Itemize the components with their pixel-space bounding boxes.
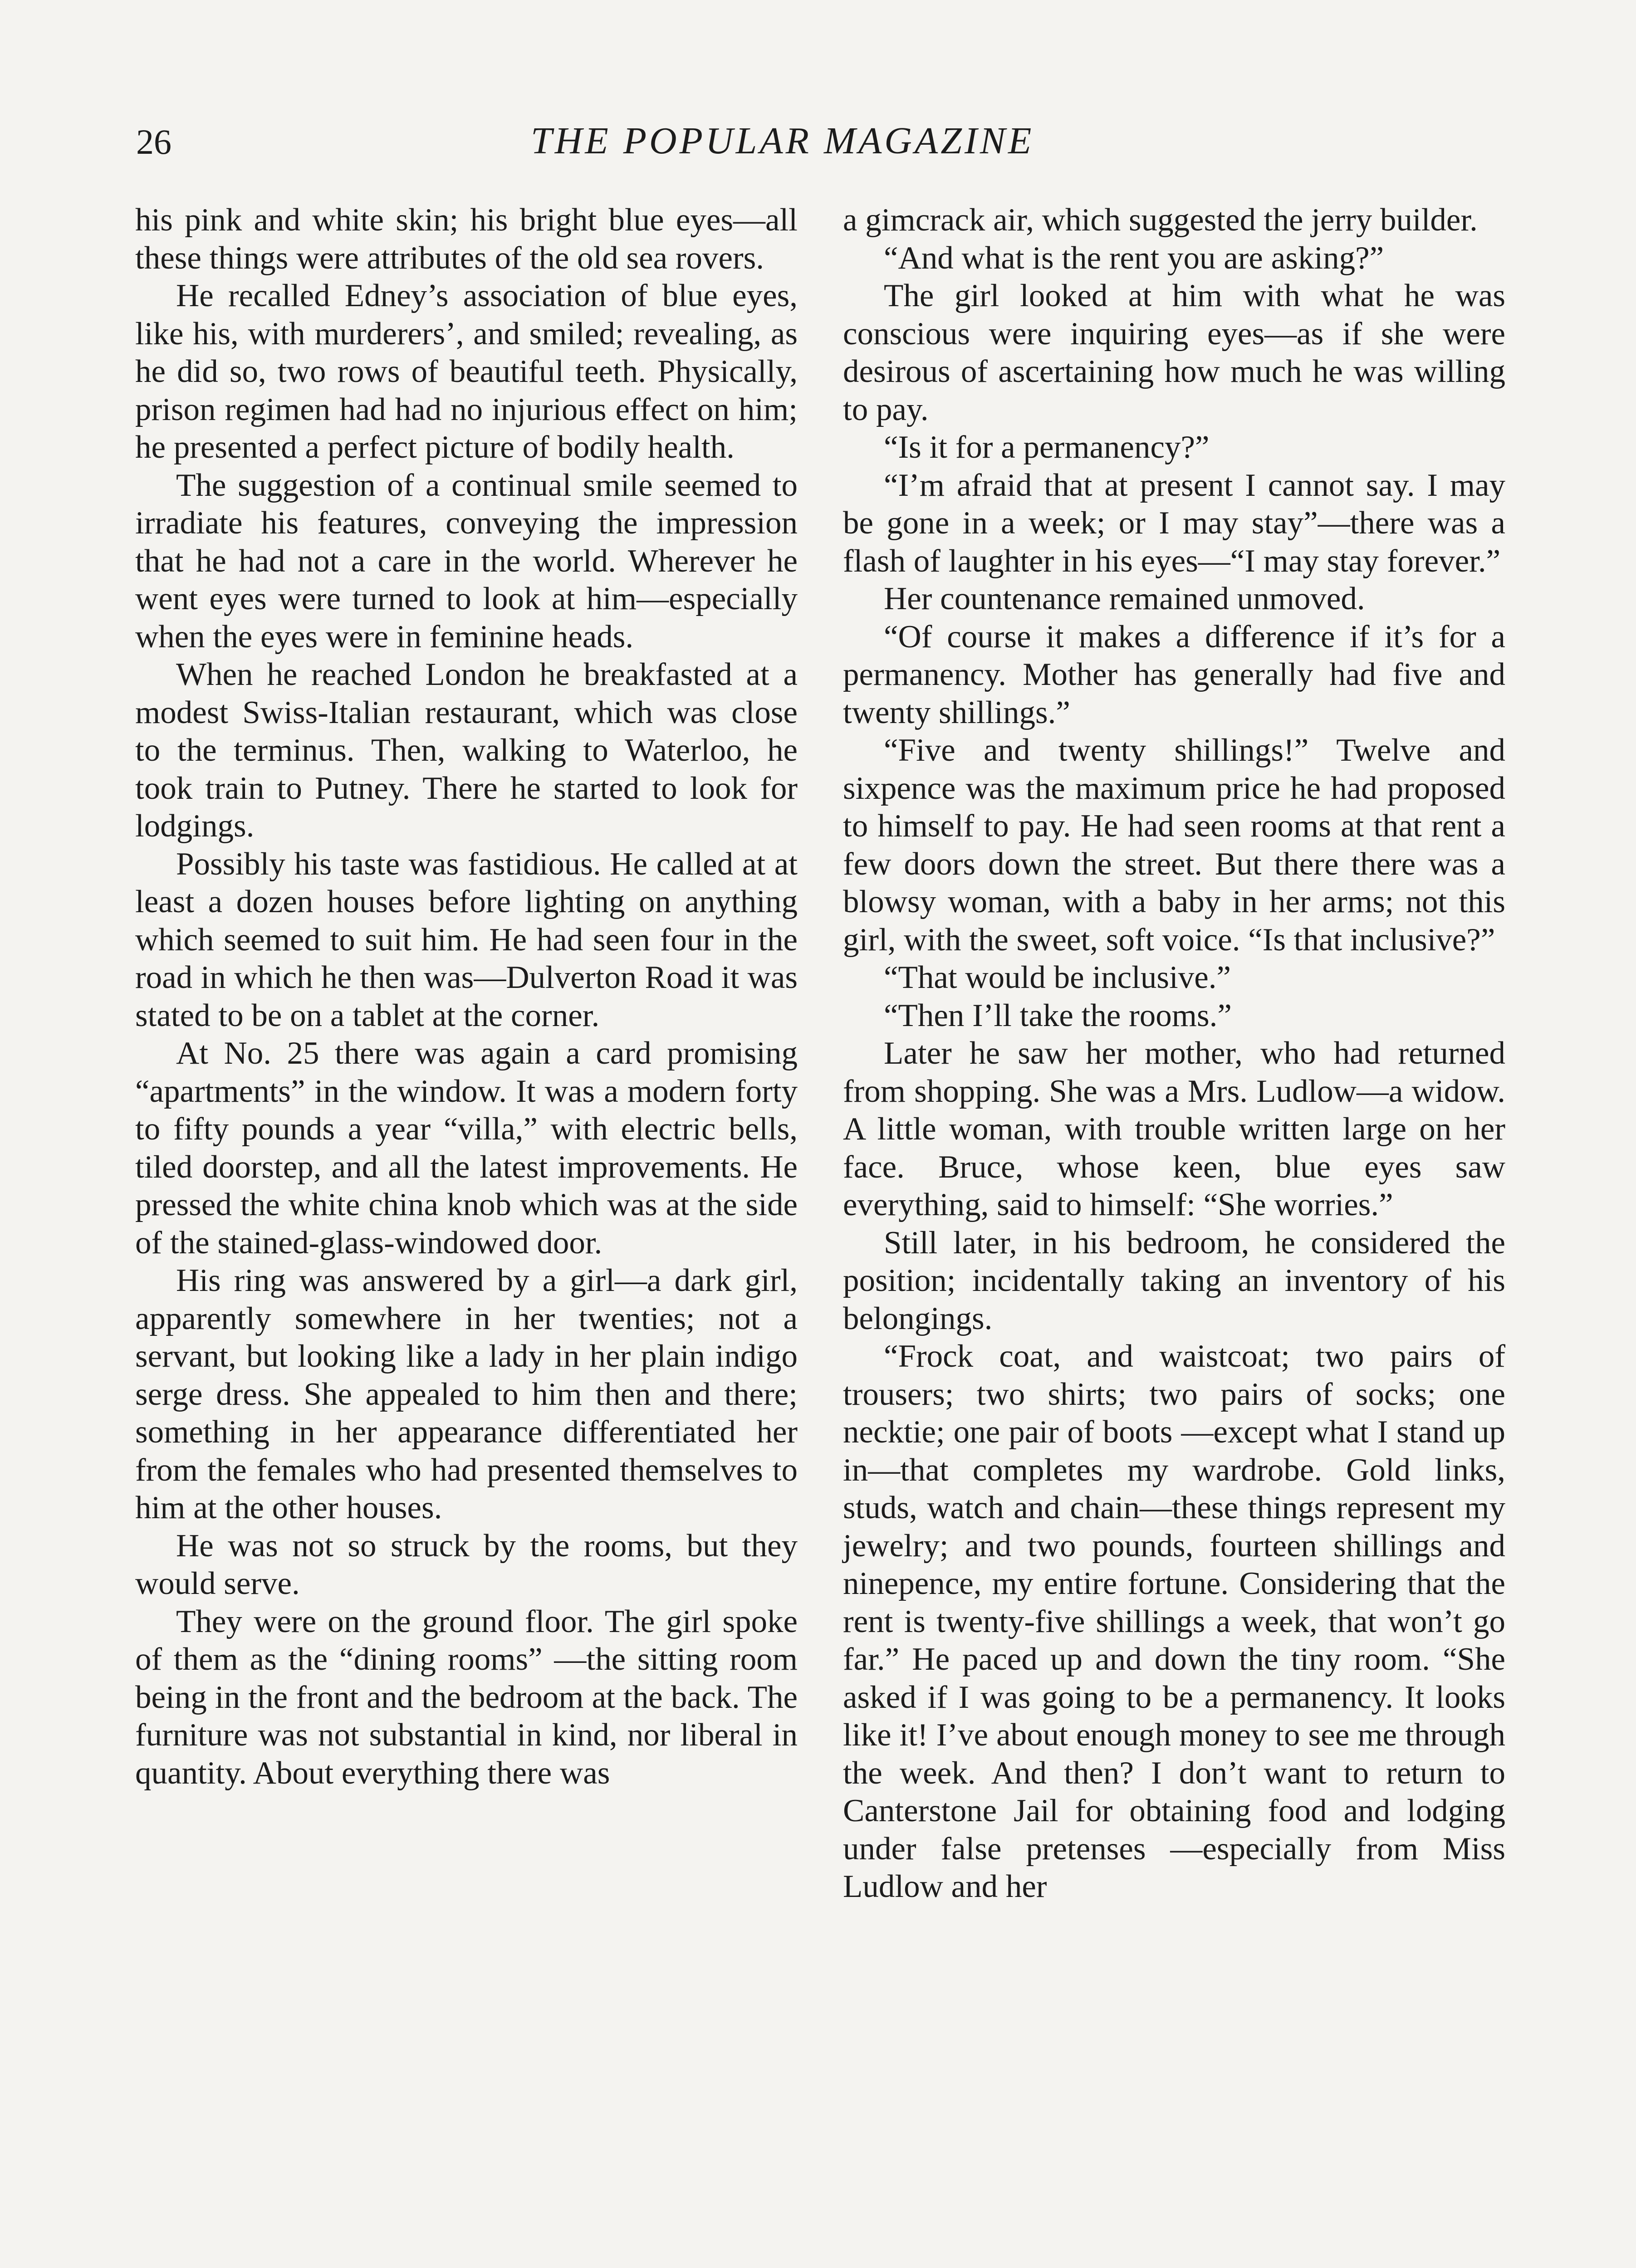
paragraph: At No. 25 there was again a card promising “apartments” in the window. It was a modern forty to fifty pounds a year “villa,” with electric bells, tiled doorstep, and all the latest improvements. He pressed the white china knob which was at the side of the stained-glass-windowed door.	[135, 1036, 798, 1261]
page-number: 26	[136, 122, 171, 161]
paragraph: “That would be inclusive.”	[884, 960, 1231, 995]
paragraph: “Frock coat, and waistcoat; two pairs of trousers; two shirts; two pairs of socks; one necktie; one pair of boots —except what I stand up in—that completes my wardrobe. Gold links, studs, watch and chain—these things represent my jewelry; and two pounds, fourteen shillings and ninepence, my entire fortune. Considering that the rent is twenty-five shillings a week, that won’t go far.” He paced up and down the tiny room. “She asked if I was going to be a permanency. It looks like it! I’ve about enough money to see me through the week. And then? I don’t want to return to Canterstone Jail for obtaining food and lodging under false pretenses —especially from Miss Ludlow and her	[843, 1339, 1505, 1904]
paragraph: Later he saw her mother, who had returned from shopping. She was a Mrs. Ludlow—a widow. A little woman, with trouble written large on her face. Bruce, whose keen, blue eyes saw everything, said to himself: “She worries.”	[843, 1036, 1505, 1222]
paragraph: His ring was answered by a girl—a dark girl, apparently somewhere in her twenties; not a servant, but looking like a lady in her plain indigo serge dress. She appealed to him then and there; something in her appearance differentiated her from the females who had presented themselves to him at the other houses.	[135, 1263, 798, 1525]
paragraph: a gimcrack air, which suggested the jerry builder.	[843, 202, 1478, 238]
left-column	[135, 201, 798, 1792]
paragraph: He was not so struck by the rooms, but they would serve.	[135, 1528, 798, 1601]
paragraph: Possibly his taste was fastidious. He called at at least a dozen houses before lighting on anything which seemed to suit him. He had seen four in the road in which he then was—Dulverton Road it was stated to be on a tablet at the corner.	[135, 846, 798, 1033]
paragraph: “Is it for a permanency?”	[884, 430, 1210, 465]
paragraph: Still later, in his bedroom, he considered the position; incidentally taking an inventory of his belongings.	[843, 1225, 1505, 1336]
running-head: THE POPULAR MAGAZINE	[531, 120, 1034, 162]
right-column	[843, 201, 1505, 1906]
paragraph: Her countenance remained unmoved.	[884, 581, 1365, 616]
paragraph: The girl looked at him with what he was conscious were inquiring eyes—as if she were desirous of ascertaining how much he was willing to pay.	[843, 278, 1505, 427]
paragraph: He recalled Edney’s association of blue eyes, like his, with murderers’, and smiled; revealing, as he did so, two rows of beautiful teeth. Physically, prison regimen had had no injurious effect on him; he presented a perfect picture of bodily health.	[135, 278, 798, 465]
paragraph: “I’m afraid that at present I cannot say. I may be gone in a week; or I may stay”—there was a flash of laughter in his eyes—“I may stay forever.”	[843, 467, 1505, 579]
paragraph: “Of course it makes a difference if it’s for a permanency. Mother has generally had five and twenty shillings.”	[843, 619, 1505, 730]
paragraph: When he reached London he breakfasted at a modest Swiss-Italian restaurant, which was close to the terminus. Then, walking to Waterloo, he took train to Putney. There he started to look for lodgings.	[135, 657, 798, 844]
paragraph: The suggestion of a continual smile seemed to irradiate his features, conveying the impression that he had not a care in the world. Wherever he went eyes were turned to look at him—especially when the eyes were in feminine heads.	[135, 467, 798, 655]
paragraph: They were on the ground floor. The girl spoke of them as the “dining rooms” —the sitting room being in the front and the bedroom at the back. The furniture was not substantial in kind, nor liberal in quantity. About everything there was	[135, 1603, 798, 1791]
paragraph: his pink and white skin; his bright blue eyes—all these things were attributes of the old sea rovers.	[135, 202, 798, 276]
paragraph: “And what is the rent you are asking?”	[884, 240, 1384, 276]
paragraph: “Five and twenty shillings!” Twelve and sixpence was the maximum price he had proposed to himself to pay. He had seen rooms at that rent a few doors down the street. But there there was a blowsy woman, with a baby in her arms; not this girl, with the sweet, soft voice. “Is that inclusive?”	[843, 733, 1505, 958]
paragraph: “Then I’ll take the rooms.”	[884, 997, 1232, 1033]
